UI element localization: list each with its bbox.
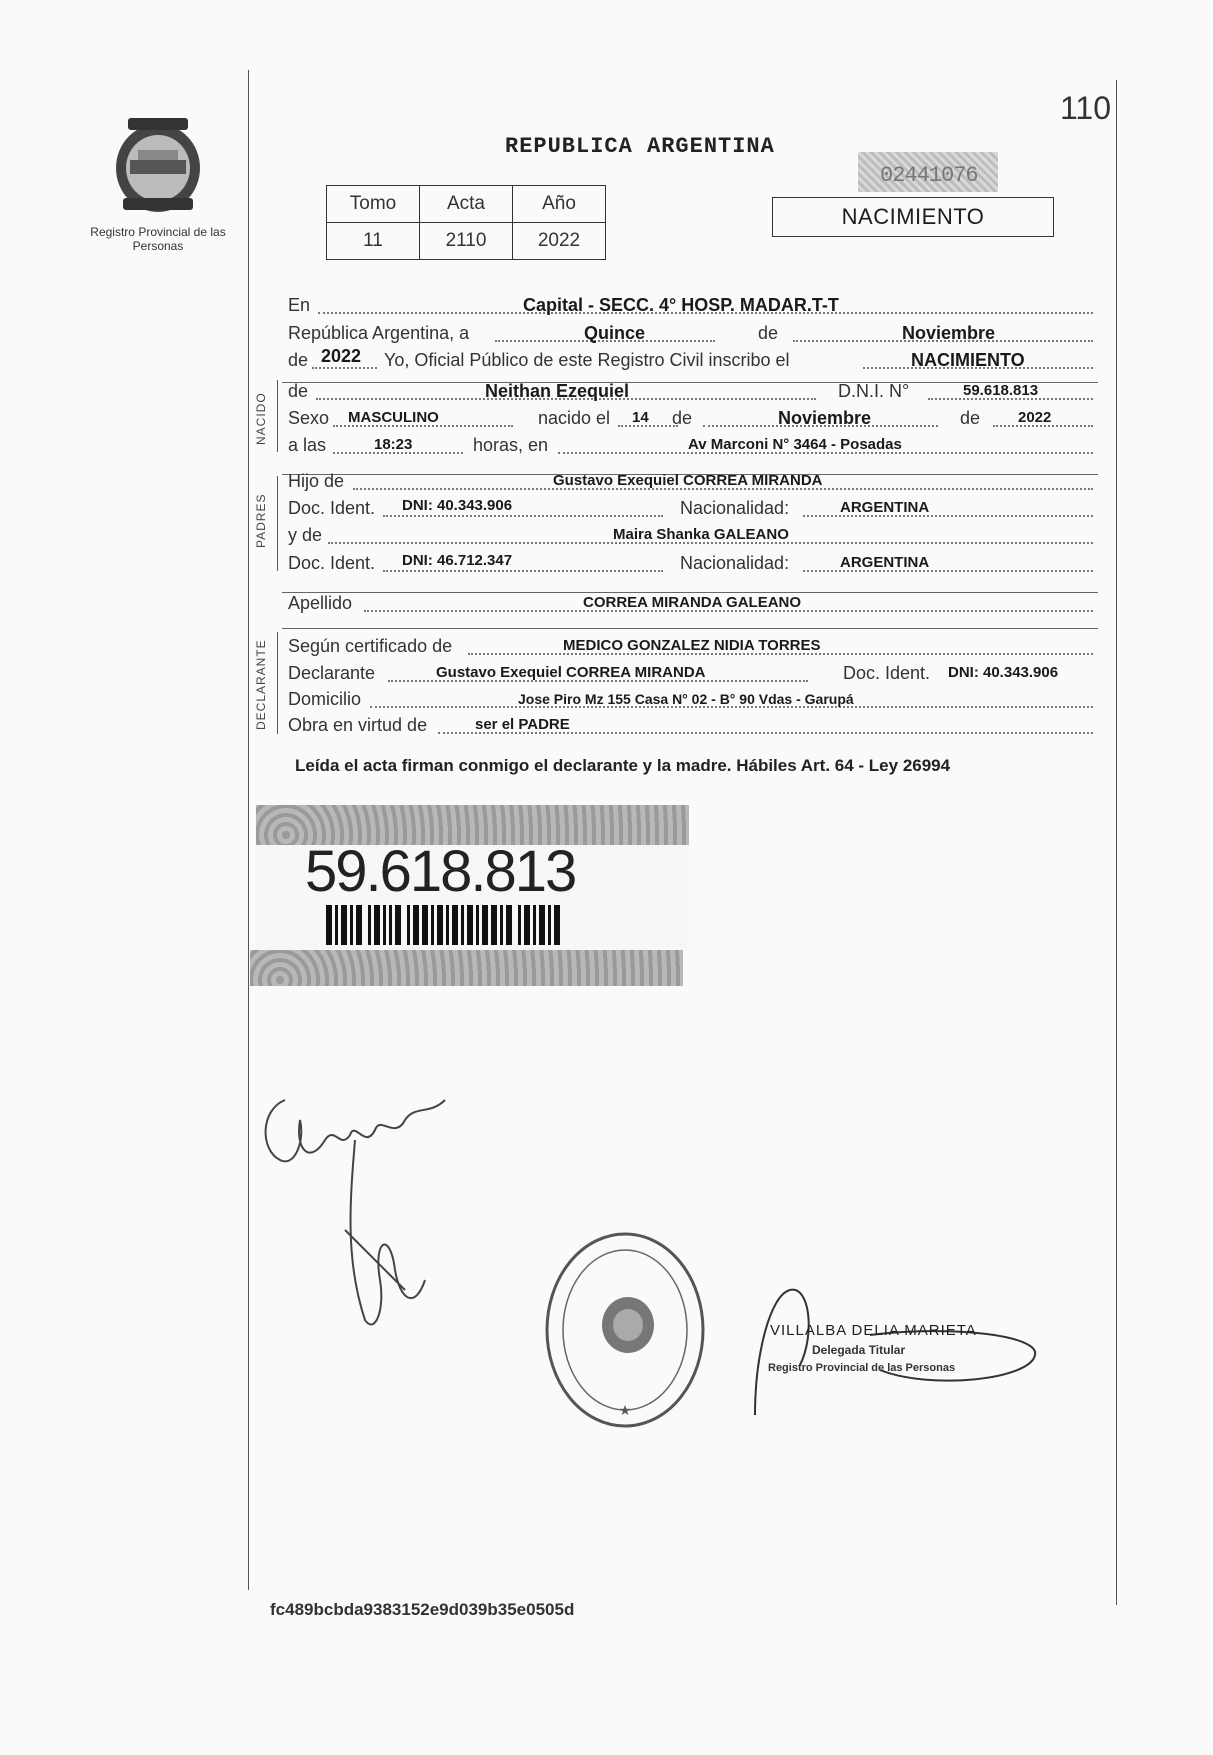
label-doc: Doc. Ident. xyxy=(288,498,376,518)
document-hash: fc489bcbda9383152e9d039b35e0505d xyxy=(270,1600,575,1619)
value-birth-time: 18:23 xyxy=(374,436,413,453)
label-nationality: Nacionalidad: xyxy=(680,498,790,518)
label-surname: Apellido xyxy=(288,593,353,613)
label-acting: Obra en virtud de xyxy=(288,715,428,735)
serial-number: 02441076 xyxy=(880,163,978,188)
form-row-declarant xyxy=(288,660,1096,686)
value-mother-doc: DNI: 46.712.347 xyxy=(402,552,513,569)
label-certificate: Según certificado de xyxy=(288,636,453,656)
value-surname: CORREA MIRANDA GALEANO xyxy=(583,594,802,611)
label-and-of: y de xyxy=(288,525,323,545)
form-row-surname xyxy=(288,590,1096,616)
barcode-icon xyxy=(326,905,566,945)
form-row-child-name xyxy=(288,378,1096,404)
label-de: de xyxy=(960,408,981,428)
dni-label-band-bottom xyxy=(250,950,683,986)
form-row-certificate xyxy=(288,633,1096,659)
label-declarant-doc: Doc. Ident. xyxy=(843,663,931,683)
form-row-acting xyxy=(288,712,1096,738)
dni-label-number: 59.618.813 xyxy=(305,839,576,904)
label-nationality: Nacionalidad: xyxy=(680,553,790,573)
book-header-cell: Tomo xyxy=(327,186,420,223)
value-place: Capital - SECC. 4° HOSP. MADAR.T-T xyxy=(523,295,839,315)
official-round-seal-icon xyxy=(540,1225,710,1435)
value-child-name: Neithan Ezequiel xyxy=(485,381,630,401)
label-de: de xyxy=(288,350,309,370)
declarant-signature xyxy=(255,1080,475,1350)
value-declarant-doc: DNI: 40.343.906 xyxy=(948,664,1059,681)
label-dni: D.N.I. N° xyxy=(838,381,910,401)
section-divider xyxy=(277,476,278,571)
form-row-year xyxy=(288,347,1096,373)
book-value-cell: 2022 xyxy=(513,223,606,260)
logo-caption: Registro Provincial de las Personas xyxy=(90,225,226,253)
side-label-declarant: DECLARANTE xyxy=(254,639,268,730)
svg-text:★: ★ xyxy=(618,1402,632,1418)
label-at: a las xyxy=(288,435,327,455)
value-father-name: Gustavo Exequiel CORREA MIRANDA xyxy=(553,472,823,489)
book-table-header xyxy=(327,186,606,223)
book-table-values xyxy=(327,223,606,260)
label-hours: horas, en xyxy=(473,435,549,455)
value-father-doc: DNI: 40.343.906 xyxy=(402,497,513,514)
label-republic: República Argentina, a xyxy=(288,323,470,343)
label-address: Domicilio xyxy=(288,689,362,709)
section-divider xyxy=(277,632,278,734)
form-row-father-doc xyxy=(288,495,1096,521)
form-row-mother-doc xyxy=(288,550,1096,576)
value-address: Jose Piro Mz 155 Casa N° 02 - B° 90 Vdas - Garupá xyxy=(518,691,854,707)
label-de: de xyxy=(288,381,309,401)
label-born-on: nacido el xyxy=(538,408,611,428)
form-row-date xyxy=(288,320,1096,346)
book-value-cell: 2110 xyxy=(420,223,513,260)
form-row-father xyxy=(288,468,1096,494)
section-divider xyxy=(277,380,278,452)
value-mother-name: Maira Shanka GALEANO xyxy=(613,526,789,543)
provincia-de-misiones-seal-icon xyxy=(108,110,208,220)
book-value-cell: 11 xyxy=(327,223,420,260)
official-phrase: Yo, Oficial Público de este Registro Civil inscribo el xyxy=(384,350,790,370)
registrar-office: Registro Provincial de las Personas xyxy=(768,1362,956,1374)
value-mother-nationality: ARGENTINA xyxy=(840,554,930,571)
legal-note: Leída el acta firman conmigo el declarante y la madre. Hábiles Art. 64 - Ley 26994 xyxy=(295,756,951,775)
book-header-cell: Año xyxy=(513,186,606,223)
value-child-dni: 59.618.813 xyxy=(963,382,1039,399)
label-en: En xyxy=(288,295,311,315)
label-de: de xyxy=(672,408,693,428)
value-day-words: Quince xyxy=(584,323,646,343)
label-doc: Doc. Ident. xyxy=(288,553,376,573)
book-table xyxy=(326,185,606,260)
value-birth-month: Noviembre xyxy=(778,408,872,428)
value-declarant-name: Gustavo Exequiel CORREA MIRANDA xyxy=(436,664,706,681)
form-row-sex xyxy=(288,405,1096,431)
country-title: REPUBLICA ARGENTINA xyxy=(505,134,775,159)
form-row-address xyxy=(288,686,1096,712)
label-son-of: Hijo de xyxy=(288,471,345,491)
book-header-cell: Acta xyxy=(420,186,513,223)
value-certificate: MEDICO GONZALEZ NIDIA TORRES xyxy=(563,637,821,654)
section-rule xyxy=(282,628,1098,629)
registrar-role: Delegada Titular xyxy=(812,1343,906,1357)
label-de: de xyxy=(758,323,779,343)
side-label-parents: PADRES xyxy=(254,493,268,548)
value-sex: MASCULINO xyxy=(348,409,439,426)
right-margin-line xyxy=(1116,80,1117,1605)
label-declarant: Declarante xyxy=(288,663,376,683)
value-birth-day: 14 xyxy=(632,409,649,426)
side-label-born: NACIDO xyxy=(254,392,268,445)
act-type-box: NACIMIENTO xyxy=(772,197,1054,237)
form-row-time-place xyxy=(288,432,1096,458)
value-year: 2022 xyxy=(321,346,362,366)
value-birth-place: Av Marconi N° 3464 - Posadas xyxy=(688,436,902,453)
form-row-mother xyxy=(288,522,1096,548)
value-month-words: Noviembre xyxy=(902,323,996,343)
value-birth-year: 2022 xyxy=(1018,409,1052,426)
left-margin-line xyxy=(248,70,249,1590)
registrar-name: VILLALBA DELIA MARIETA xyxy=(770,1322,977,1339)
form-row-place xyxy=(288,292,1096,318)
label-sex: Sexo xyxy=(288,408,330,428)
value-acting-as: ser el PADRE xyxy=(475,716,570,733)
page-number: 110 xyxy=(1060,90,1112,126)
value-father-nationality: ARGENTINA xyxy=(840,499,930,516)
value-registered-act: NACIMIENTO xyxy=(911,350,1025,370)
